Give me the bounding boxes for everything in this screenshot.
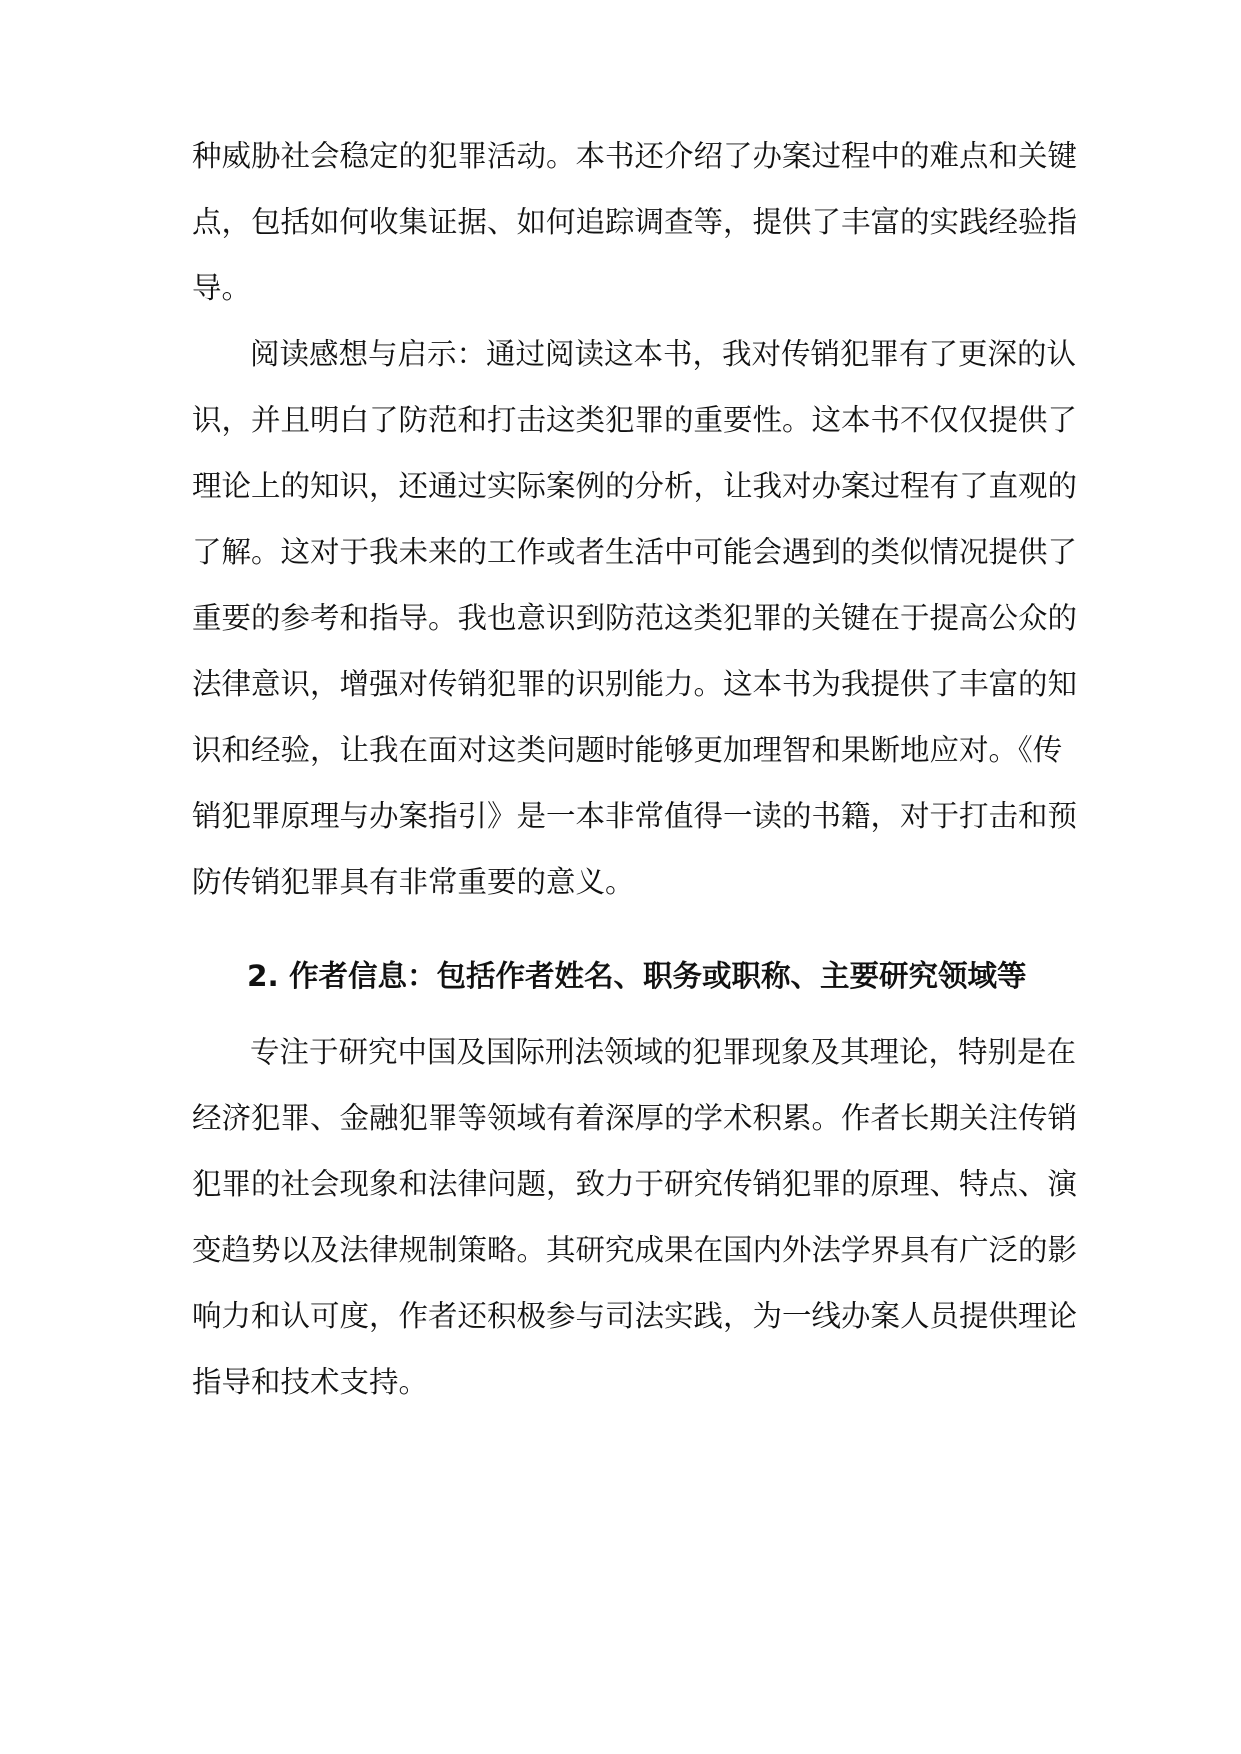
section-heading: 2. 作者信息：包括作者姓名、职务或职称、主要研究领域等: [247, 959, 1027, 993]
text-line: 法律意识，增强对传销犯罪的识别能力。这本书为我提供了丰富的知: [192, 667, 1078, 701]
text-line: 识和经验，让我在面对这类问题时能够更加理智和果断地应对。《传: [192, 733, 1063, 767]
text-line: 了解。这对于我未来的工作或者生活中可能会遇到的类似情况提供了: [192, 535, 1078, 569]
text-line: 理论上的知识，还通过实际案例的分析，让我对办案过程有了直观的: [192, 469, 1078, 503]
text-line: 种威胁社会稳定的犯罪活动。本书还介绍了办案过程中的难点和关键: [192, 139, 1078, 173]
text-line: 点，包括如何收集证据、如何追踪调查等，提供了丰富的实践经验指: [192, 205, 1078, 239]
text-line: 经济犯罪、金融犯罪等领域有着深厚的学术积累。作者长期关注传销: [192, 1101, 1078, 1135]
text-line: 变趋势以及法律规制策略。其研究成果在国内外法学界具有广泛的影: [192, 1233, 1078, 1267]
text-line: 犯罪的社会现象和法律问题，致力于研究传销犯罪的原理、特点、演: [192, 1167, 1078, 1201]
text-line: 导。: [192, 271, 252, 305]
text-line: 指导和技术支持。: [192, 1365, 429, 1399]
text-line: 销犯罪原理与办案指引》是一本非常值得一读的书籍，对于打击和预: [192, 799, 1078, 833]
text-line: 识，并且明白了防范和打击这类犯罪的重要性。这本书不仅仅提供了: [192, 403, 1078, 437]
text-line: 专注于研究中国及国际刑法领域的犯罪现象及其理论，特别是在: [250, 1035, 1077, 1069]
text-line: 重要的参考和指导。我也意识到防范这类犯罪的关键在于提高公众的: [192, 601, 1078, 635]
text-line: 防传销犯罪具有非常重要的意义。: [192, 865, 635, 899]
text-line: 阅读感想与启示：通过阅读这本书，我对传销犯罪有了更深的认: [250, 337, 1077, 371]
text-line: 响力和认可度，作者还积极参与司法实践，为一线办案人员提供理论: [192, 1299, 1078, 1333]
